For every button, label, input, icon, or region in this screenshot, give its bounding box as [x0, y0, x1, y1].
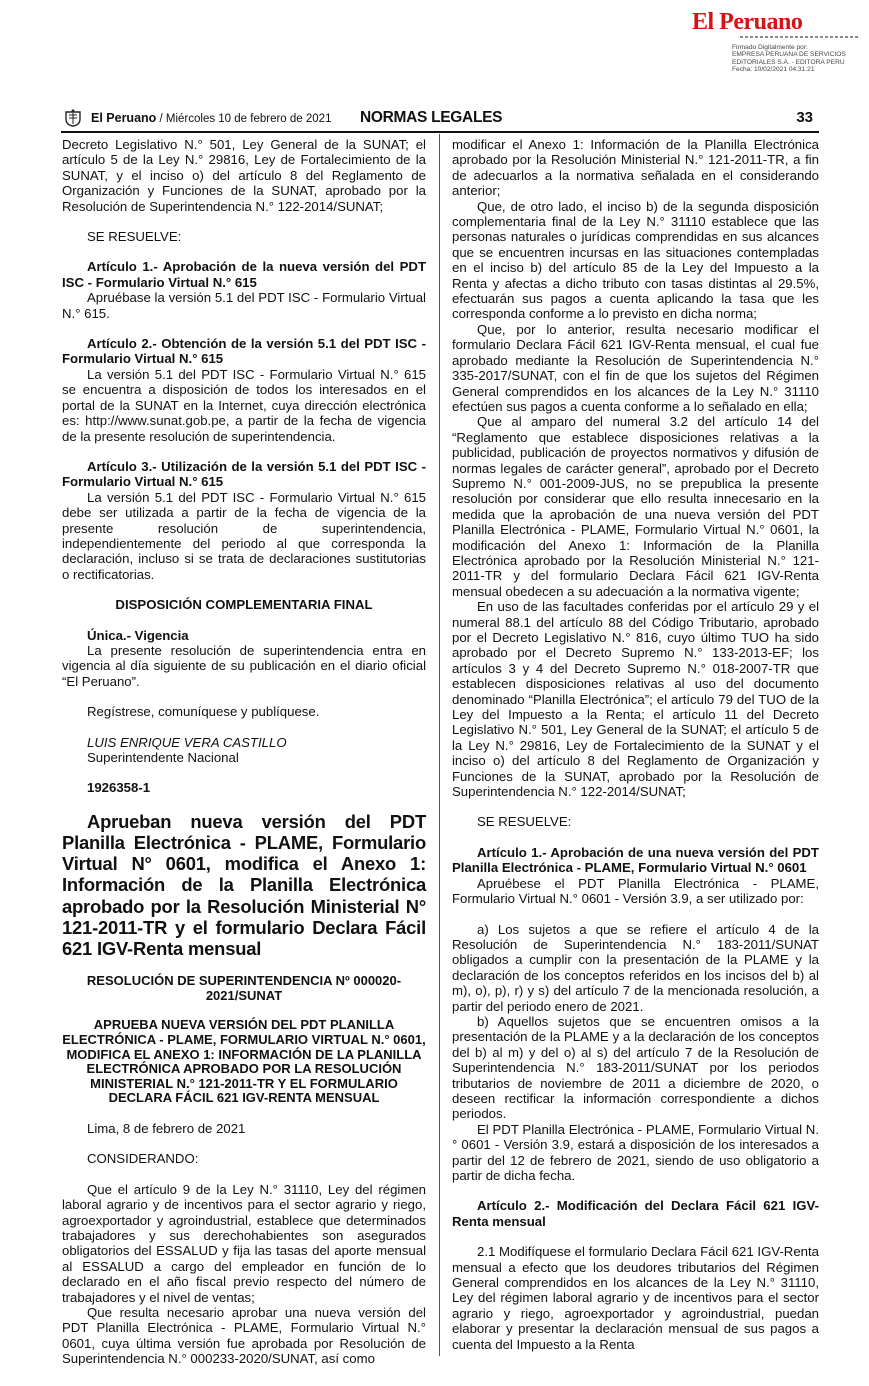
se-resuelve: SE RESUELVE: — [87, 229, 182, 245]
article-title: Artículo 1.- Aprobación de una nueva versión del PDT Planilla Electrónica - PLAME, Formulario Virtual N.° 0601 — [452, 844, 819, 876]
coat-of-arms-icon — [63, 109, 83, 127]
resolution-title: RESOLUCIÓN DE SUPERINTENDENCIA Nº 000020-2021/SUNAT — [86, 973, 402, 1003]
list-item: a) Los sujetos a que se refiere el artículo 4 de la Resolución de Superintendencia N.° 183-2011/SUNAT obligados a cumplir con la presentación de la PLAME y la declaración de los conceptos referidos en los incisos del b) al m), o), p), r) y s) del artículo 7 de la mencionada resolución, a partir del periodo enero de 2021. — [452, 921, 819, 1014]
reference-number: 1926358-1 — [87, 780, 151, 796]
article-title: Artículo 2.- Modificación del Declara Fácil 621 IGV-Renta mensual — [452, 1198, 819, 1229]
signature-line: Firmado Digitalmente por: — [732, 44, 808, 51]
article-title: Artículo 2.- Obtención de la versión 5.1 del PDT ISC - Formulario Virtual N.° 615 — [62, 336, 426, 367]
place-date: Lima, 8 de febrero de 2021 — [87, 1120, 246, 1136]
digital-signature-stamp — [732, 44, 867, 73]
paragraph: La presente resolución de superintendencia entra en vigencia al día siguiente de su publicación en el diario oficial “El Peruano”. — [62, 642, 426, 689]
paragraph: En uso de las facultades conferidas por el artículo 29 y el numeral 88.1 del artículo 88 del Código Tributario, aprobado por el Decreto Legislativo N.° 816, cuyo último TUO ha sido aprobado por el Decreto Supremo N.° 133-2013-EF; los artículos 3 y 4 del Decreto Supremo N.° 018-2007-TR que establecen disposiciones relativas al uso del documento denominado “Planilla Electrónica”; el artículo 79 del TUO de la Ley del Impuesto a la Renta; el artículo 11 del Decreto Legislativo N.° 501, Ley General de la SUNAT; el artículo 5 de la Ley N.° 29816, Ley de Fortalecimiento de la SUNAT y el inciso o) del artículo 8 del Reglamento de Organización y Funciones de la SUNAT, aprobado por la Resolución de Superintendencia N.° 122-2014/SUNAT; — [452, 599, 819, 800]
right-column — [452, 137, 819, 1352]
se-resuelve: SE RESUELVE: — [477, 814, 572, 830]
header-section: NORMAS LEGALES — [360, 109, 503, 126]
paragraph: modificar el Anexo 1: Información de la Planilla Electrónica aprobado por la Resolución Ministerial N.° 121-2011-TR, a fin de adecuarlos a la normativa señalada en el considerando anterior; — [452, 137, 819, 199]
paragraph: La versión 5.1 del PDT ISC - Formulario Virtual N.° 615 se encuentra a disposición de todos los interesados en el portal de la SUNAT en la Internet, cuya dirección electrónica es: http://www.sunat.gob.pe, a partir de la fecha de vigencia de la presente resolución de superintendencia. — [62, 366, 426, 444]
list-item: b) Aquellos sujetos que se encuentren omisos a la presentación de la PLAME y a la declaración de los conceptos del b) al m) y del o) al s) del artículo 7 de la Resolución de Superintendencia N.° 183-2011/SUNAT por los periodos tributarios de noviembre de 2011 a diciembre de 2020, o deseen rectificar la información correspondiente a dichos periodos. — [452, 1013, 819, 1122]
paragraph: Que el artículo 9 de la Ley N.° 31110, Ley del régimen laboral agrario y de incentivos para el sector agrario y riego, agroexportador y agroindustrial, establece que determinados trabajadores y sus derechohabientes son asegurados obligatorios del ESSALUD y fija las tasas del aporte mensual al ESSALUD a cargo del empleador en función de lo declarado en el año fiscal previo respecto del número de trabajadores y el nivel de ventas; — [62, 1181, 426, 1305]
signer-name: LUIS ENRIQUE VERA CASTILLO — [87, 734, 287, 750]
logo-text: El Peruano — [692, 9, 803, 35]
norm-headline: Aprueban nueva versión del PDT Planilla Electrónica - PLAME, Formulario Virtual N° 0601, modifica el Anexo 1: Información de la Planilla Electrónica aprobado por la Resolución Ministerial N° 121-2011-TR y el formulario Declara Fácil 621 IGV-Renta mensual — [62, 810, 426, 960]
paragraph: Que, de otro lado, el inciso b) de la segunda disposición complementaria final de la Ley N.° 31110 establece que las personas naturales o jurídicas comprendidas en sus alcances que se encuentren incursas en las situaciones contempladas en el inciso b) del artículo 85 de la Ley del Impuesto a la Renta y afectas a dicho tributo con tasas distintas al 29.5%, efectuarán sus pagos a cuenta aplicando la tasa que les corresponda conforme a lo previsto en dicha norma; — [452, 198, 819, 322]
paragraph: La versión 5.1 del PDT ISC - Formulario Virtual N.° 615 debe ser utilizada a partir de la fecha de vigencia de la presente resolución de superintendencia, independientemente del periodo al que corresponda la declaración, incluso si se trata de declaraciones sustitutorias o rectificatorias. — [62, 489, 426, 582]
article-title: Única.- Vigencia — [87, 627, 189, 643]
resolution-subtitle: APRUEBA NUEVA VERSIÓN DEL PDT PLANILLA ELECTRÓNICA - PLAME, FORMULARIO VIRTUAL N.° 0601, MODIFICA EL ANEXO 1: INFORMACIÓN DE LA PLANILLA ELECTRÓNICA APROBADO POR LA RESOLUCIÓN MINISTERIAL N.° 121-2011-TR Y EL FORMULARIO DECLARA FÁCIL 621 IGV-RENTA MENSUAL — [62, 1017, 426, 1106]
paragraph: Que, por lo anterior, resulta necesario modificar el formulario Declara Fácil 621 IGV-Renta mensual, el cual fue aprobado mediante la Resolución de Superintendencia N.° 335-2017/SUNAT, con el fin de que los sujetos del Régimen General comprendidos en los alcances de la Ley N.° 31110 efectúen sus pagos a cuenta conforme a lo señalado en ella; — [452, 321, 819, 414]
page-header — [61, 108, 819, 130]
paragraph: Decreto Legislativo N.° 501, Ley General de la SUNAT; el artículo 5 de la Ley N.° 29816, Ley de Fortalecimiento de la SUNAT, y el inciso o) del artículo 8 del Reglamento de Organización y Funciones de la SUNAT, aprobado por la Resolución de Superintendencia N.° 122-2014/SUNAT; — [62, 137, 426, 214]
paragraph: Que resulta necesario aprobar una nueva versión del PDT Planilla Electrónica - PLAME, Formulario Virtual N.° 0601, cuya última versión fue aprobada por Resolución de Superintendencia N.° 000233-2020/SUNAT, así como — [62, 1305, 426, 1367]
signature-line: EMPRESA PERUANA DE SERVICIOS — [732, 51, 846, 59]
section-heading: DISPOSICIÓN COMPLEMENTARIA FINAL — [115, 597, 373, 613]
logo-tagline-decoration — [740, 36, 858, 38]
paragraph: Que al amparo del numeral 3.2 del artículo 14 del “Reglamento que establece disposiciones relativas a la publicidad, publicación de proyectos normativos y difusión de normas legales de carácter general”, aprobado por el Decreto Supremo N.° 001-2009-JUS, no se prepublica la presente resolución por considerar que ello resulta innecesario en la medida que la aprobación de una nueva versión del PDT Planilla Electrónica - PLAME, Formulario Virtual N.° 0601, la modificación del Anexo 1: Información de la Planilla Electrónica aprobado por la Resolución Ministerial N.° 121-2011-TR y del formulario Declara Fácil 621 IGV-Renta mensual obedecen a su adecuación a la normativa vigente; — [452, 414, 819, 599]
header-paper-name: El Peruano — [91, 111, 157, 125]
header-paper-date — [91, 111, 331, 125]
paragraph: Apruébese el PDT Planilla Electrónica - PLAME, Formulario Virtual N.° 0601 - Versión 3.9, a ser utilizado por: — [452, 875, 819, 907]
signer-role: Superintendente Nacional — [87, 750, 239, 765]
header-date: / Miércoles 10 de febrero de 2021 — [159, 113, 332, 125]
paragraph: 2.1 Modifíquese el formulario Declara Fácil 621 IGV-Renta mensual a efecto que los deudores tributarios del Régimen General comprendidos en los alcances de la Ley N.° 31110, Ley del régimen laboral agrario y de incentivos para el sector agrario y riego, agroexportador y agroindustrial, puedan elaborar y presentar la declaración mensual de sus pagos a cuenta del Impuesto a la Renta — [452, 1244, 819, 1352]
considerando: CONSIDERANDO: — [87, 1151, 199, 1167]
left-column — [62, 137, 426, 1367]
paragraph: El PDT Planilla Electrónica - PLAME, Formulario Virtual N.° 0601 - Versión 3.9, estará a disposición de los interesados a partir del 12 de febrero de 2021, siendo de uso obligatorio a partir de dicha fecha. — [452, 1121, 819, 1183]
column-divider — [439, 134, 440, 1356]
paragraph: Apruébase la versión 5.1 del PDT ISC - Formulario Virtual N.° 615. — [62, 290, 426, 321]
signature-line: Fecha: 10/02/2021 04:31:21 — [732, 65, 815, 73]
article-title: Artículo 1.- Aprobación de la nueva versión del PDT ISC - Formulario Virtual N.° 615 — [62, 259, 426, 290]
header-rule — [61, 131, 819, 133]
signature-line: EDITORIALES S.A. - EDITORA PERU — [732, 58, 845, 66]
el-peruano-logo — [692, 9, 862, 41]
article-title: Artículo 3.- Utilización de la versión 5.1 del PDT ISC - Formulario Virtual N.° 615 — [62, 458, 426, 490]
closing-formula: Regístrese, comuníquese y publíquese. — [87, 704, 320, 720]
page-number: 33 — [796, 109, 813, 126]
